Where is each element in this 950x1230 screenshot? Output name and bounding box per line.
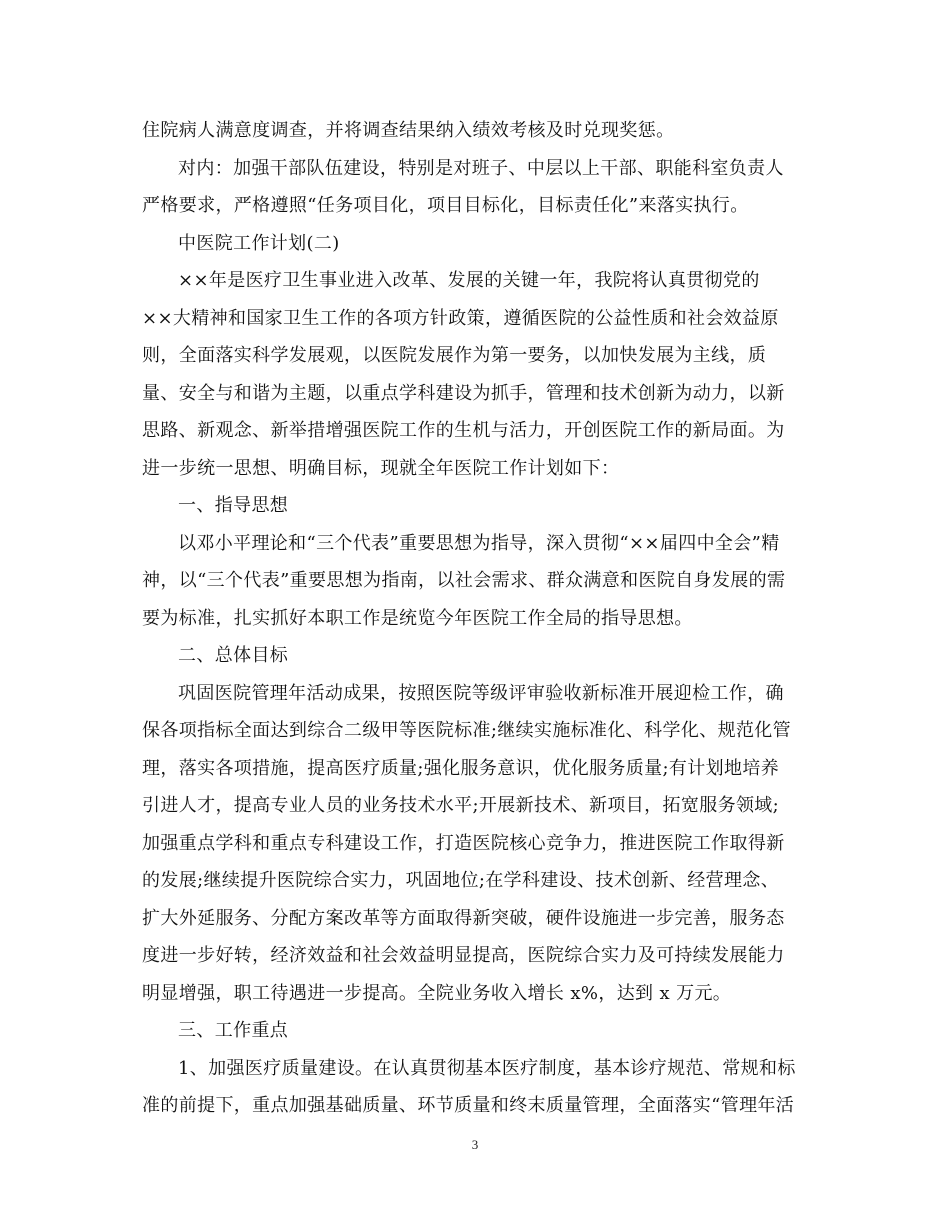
text-line: 思路、新观念、新举措增强医院工作的生机与活力，开创医院工作的新局面。为 [142,420,785,441]
page-number: 3 [471,1137,479,1152]
text-line: 的发展;继续提升医院综合实力，巩固地位;在学科建设、技术创新、经营理念、 [142,870,780,891]
section-heading: 一、指导思想 [178,495,289,516]
text-line: ××大精神和国家卫生工作的各项方针政策，遵循医院的公益性质和社会效益原 [142,307,779,329]
document-body [142,112,804,1125]
text-line: 神，以“三个代表”重要思想为指南，以社会需求、群众满意和医院自身发展的需 [142,570,786,591]
text-line: 进一步统一思想、明确目标，现就全年医院工作计划如下： [142,457,620,479]
text-line: 严格要求，严格遵照“任务项目化，项目目标化，目标责任化”来落实执行。 [142,195,749,216]
text-line: 要为标准，扎实抓好本职工作是统览今年医院工作全局的指导思想。 [142,607,693,629]
text-line: 理，落实各项措施，提高医疗质量;强化服务意识，优化服务质量;有计划地培养 [142,757,780,779]
section-heading: 三、工作重点 [178,1020,289,1041]
section-title: 中医院工作计划(二) [178,232,340,254]
paragraph-start-line: ××年是医疗卫生事业进入改革、发展的关键一年，我院将认真贯彻党的 [178,270,760,291]
text-line: 住院病人满意度调查，并将调查结果纳入绩效考核及时兑现奖惩。 [142,120,675,141]
text-line: 明显增强，职工待遇进一步提高。全院业务收入增长 x%，达到 x 万元。 [142,982,732,1004]
text-line: 准的前提下，重点加强基础质量、环节质量和终末质量管理，全面落实“管理年活 [142,1095,795,1116]
paragraph-start-line: 巩固医院管理年活动成果，按照医院等级评审验收新标准开展迎检工作，确 [178,682,784,704]
paragraph-start-line: 1、加强医疗质量建设。在认真贯彻基本医疗制度，基本诊疗规范、常规和标 [178,1057,796,1079]
text-line: 度进一步好转，经济效益和社会效益明显提高，医院综合实力及可持续发展能力 [142,945,785,966]
text-line: 引进人才，提高专业人员的业务技术水平;开展新技术、新项目，拓宽服务领域; [142,795,780,816]
paragraph-start-line: 对内：加强干部队伍建设，特别是对班子、中层以上干部、职能科室负责人 [178,157,784,179]
section-heading: 二、总体目标 [178,645,289,666]
text-line: 加强重点学科和重点专科建设工作，打造医院核心竞争力，推进医院工作取得新 [142,832,785,854]
text-line: 扩大外延服务、分配方案改革等方面取得新突破，硬件设施进一步完善，服务态 [142,907,785,929]
text-line: 则，全面落实科学发展观，以医院发展作为第一要务，以加快发展为主线，质 [142,345,767,366]
text-line: 保各项指标全面达到综合二级甲等医院标准;继续实施标准化、科学化、规范化管 [142,720,792,741]
text-line: 量、安全与和谐为主题，以重点学科建设为抓手，管理和技术创新为动力，以新 [142,382,785,404]
paragraph-start-line: 以邓小平理论和“三个代表”重要思想为指导，深入贯彻“××届四中全会”精 [178,532,780,554]
